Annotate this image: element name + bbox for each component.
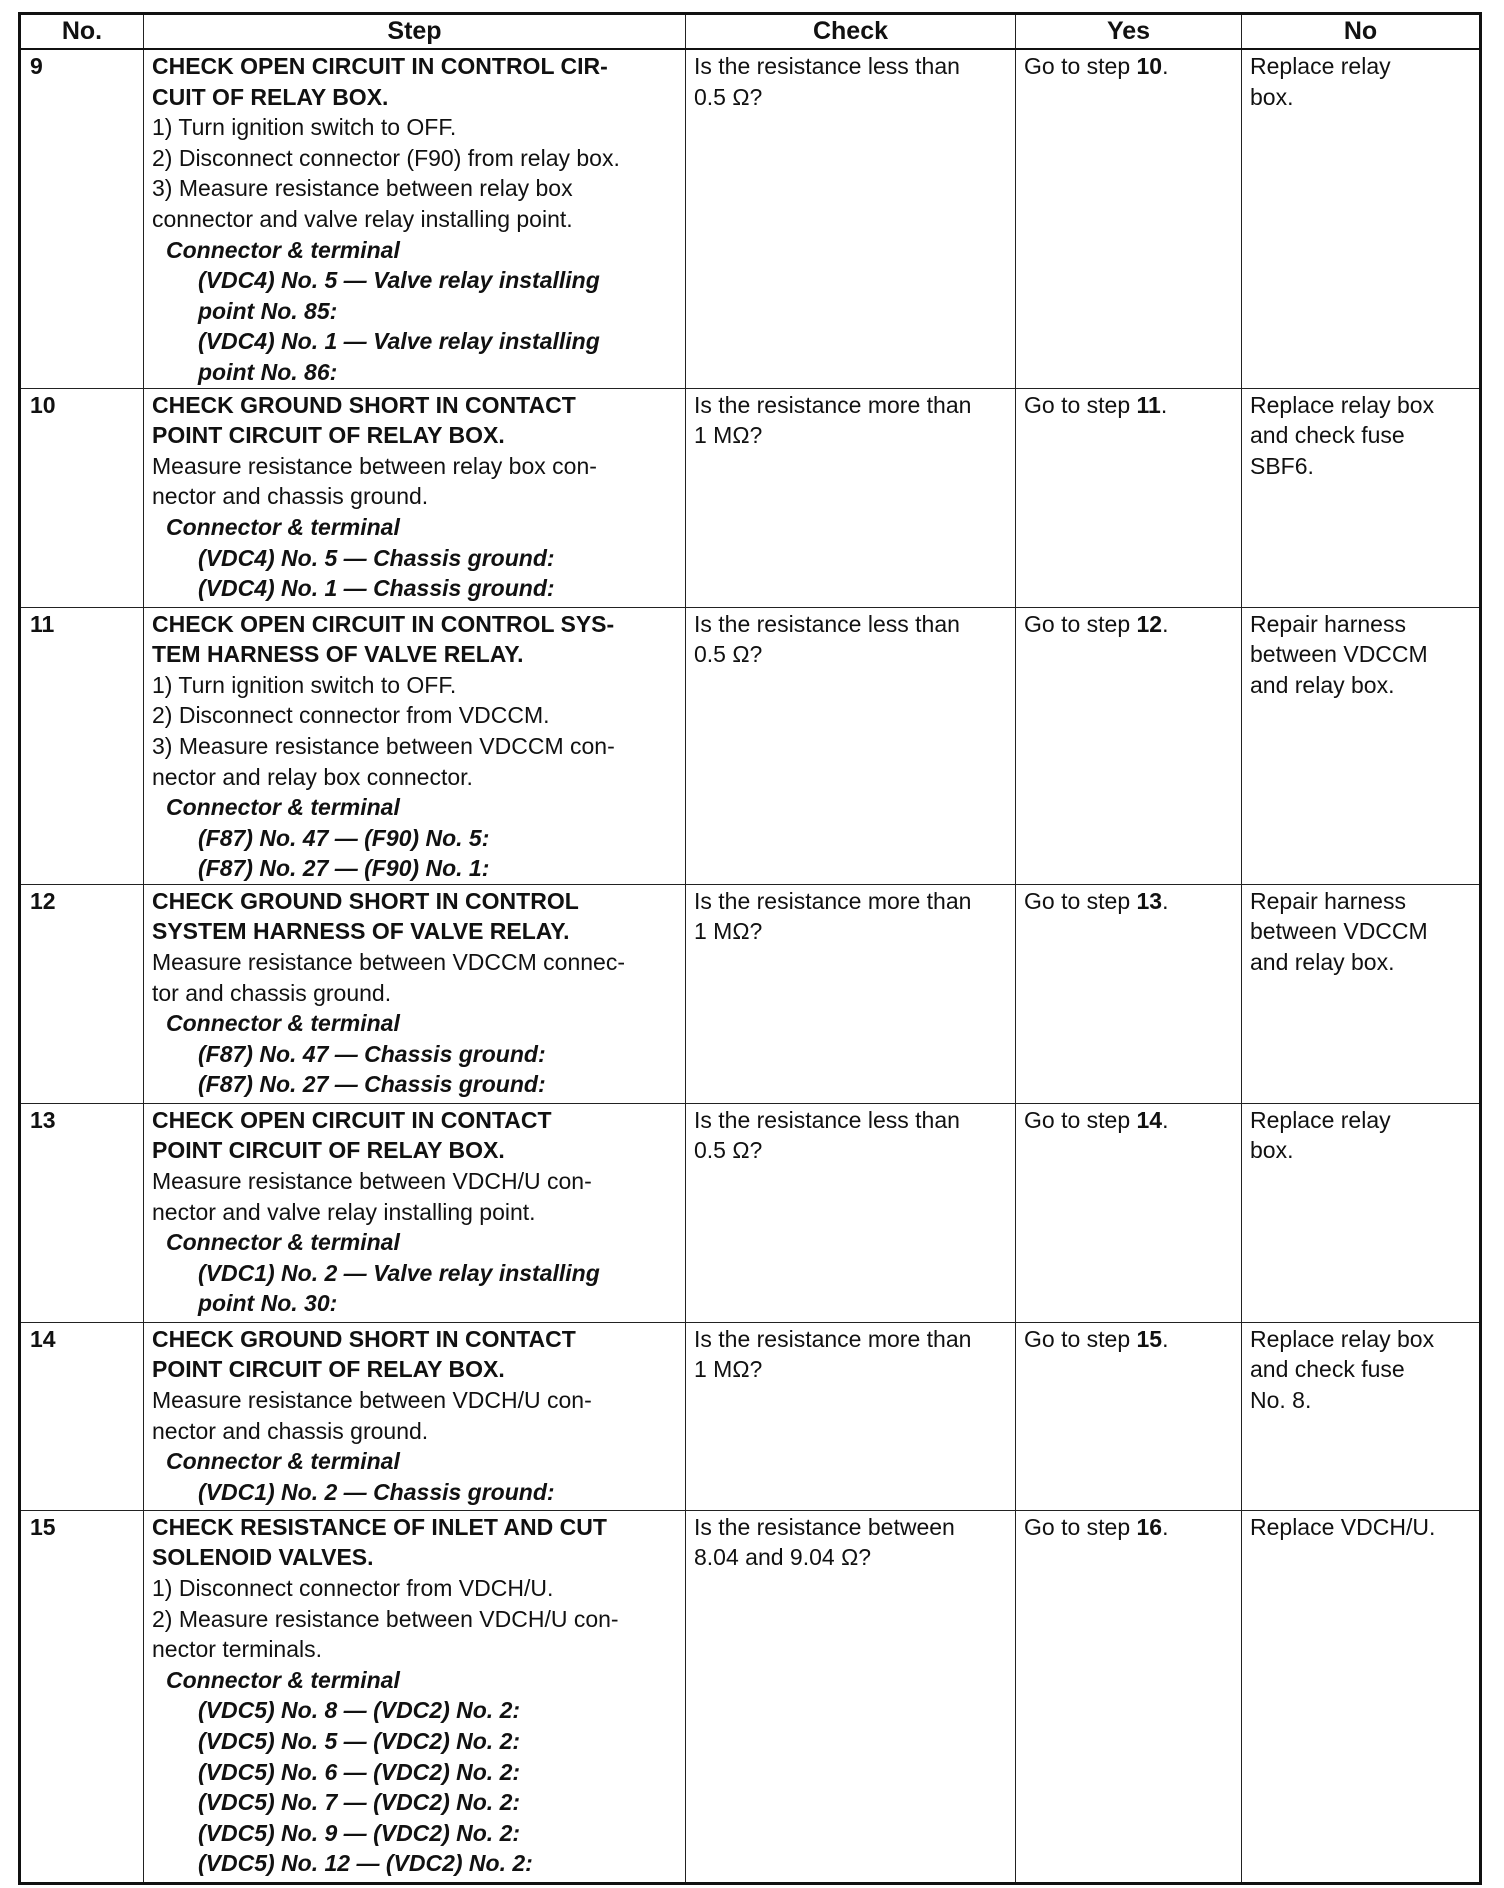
step-title-line: CHECK GROUND SHORT IN CONTACT [152, 391, 576, 418]
step-title-line: CHECK OPEN CIRCUIT IN CONTROL SYS- [152, 610, 615, 637]
yes-prefix: Go to step [1024, 887, 1137, 914]
step-instruction-line: 1) Disconnect connector from VDCH/U. [152, 1575, 554, 1602]
connector-terminal-line: (VDC5) No. 8 — (VDC2) No. 2: [198, 1697, 521, 1724]
connector-terminal-line: (F87) No. 47 — Chassis ground: [198, 1040, 546, 1067]
diagnostic-table [18, 12, 1482, 1885]
connector-heading: Connector & terminal [166, 794, 400, 821]
step-instruction-line: nector terminals. [152, 1636, 323, 1663]
no-action-line: and relay box. [1250, 671, 1395, 698]
yes-step-number: 14 [1136, 1106, 1163, 1133]
connector-terminal-line: (VDC4) No. 1 — Chassis ground: [198, 575, 555, 602]
step-title-line: CUIT OF RELAY BOX. [152, 83, 389, 110]
header-no-action: No [1242, 14, 1481, 50]
step-number: 15 [20, 1510, 144, 1883]
yes-prefix: Go to step [1024, 610, 1137, 637]
check-cell [686, 49, 1016, 388]
step-instruction-line: 2) Disconnect connector from VDCCM. [152, 702, 550, 729]
step-cell [144, 49, 686, 388]
yes-prefix: Go to step [1024, 53, 1137, 79]
connector-terminal-line: point No. 30: [198, 1290, 338, 1317]
connector-terminal-line: (F87) No. 47 — (F90) No. 5: [198, 824, 490, 851]
step-title-line: CHECK OPEN CIRCUIT IN CONTACT [152, 1106, 552, 1133]
no-action-line: Replace relay box [1250, 1325, 1435, 1352]
check-cell [686, 1322, 1016, 1510]
yes-suffix: . [1162, 1325, 1169, 1352]
check-question-line: Is the resistance less than [694, 610, 960, 637]
connector-heading: Connector & terminal [166, 236, 400, 263]
step-instruction-line: 3) Measure resistance between relay box [152, 175, 573, 202]
yes-suffix: . [1160, 391, 1168, 418]
connector-heading: Connector & terminal [166, 1448, 400, 1475]
step-title-line: CHECK GROUND SHORT IN CONTACT [152, 1325, 576, 1352]
connector-terminal-line: (F87) No. 27 — Chassis ground: [198, 1071, 546, 1098]
header-check: Check [686, 14, 1016, 50]
no-action-line: between VDCCM [1250, 918, 1428, 945]
step-number: 10 [20, 388, 144, 607]
connector-terminal-line: (VDC5) No. 7 — (VDC2) No. 2: [198, 1789, 521, 1816]
step-instruction-line: tor and chassis ground. [152, 979, 392, 1006]
yes-cell [1016, 388, 1242, 607]
connector-terminal-line: (VDC5) No. 12 — (VDC2) No. 2: [198, 1850, 533, 1877]
table-row [20, 884, 1481, 1103]
check-question-line: Is the resistance between [694, 1513, 955, 1540]
step-instruction-line: nector and chassis ground. [152, 483, 429, 510]
check-cell [686, 1103, 1016, 1322]
no-cell [1242, 884, 1481, 1103]
check-question-line: Is the resistance less than [694, 1106, 960, 1133]
table-row [20, 1103, 1481, 1322]
connector-terminal-line: (VDC1) No. 2 — Valve relay installing [198, 1259, 600, 1286]
no-action-line: and check fuse [1250, 1356, 1405, 1383]
check-question-line: 1 MΩ? [694, 918, 763, 945]
connector-heading: Connector & terminal [166, 1666, 400, 1693]
check-question-line: 8.04 and 9.04 Ω? [694, 1544, 872, 1571]
check-question-line: Is the resistance more than [694, 1325, 972, 1352]
no-action-line: Replace VDCH/U. [1250, 1513, 1436, 1540]
table-row [20, 49, 1481, 388]
no-cell [1242, 1103, 1481, 1322]
header-no: No. [20, 14, 144, 50]
step-cell [144, 388, 686, 607]
yes-cell [1016, 1103, 1242, 1322]
step-instruction-line: Measure resistance between VDCCM connec- [152, 949, 625, 976]
no-action-line: Replace relay [1250, 53, 1391, 79]
step-number: 12 [20, 884, 144, 1103]
step-cell [144, 884, 686, 1103]
step-number: 9 [20, 49, 144, 388]
connector-terminal-line: (VDC5) No. 9 — (VDC2) No. 2: [198, 1819, 521, 1846]
check-question-line: 0.5 Ω? [694, 641, 763, 668]
yes-suffix: . [1162, 610, 1169, 637]
no-action-line: Repair harness [1250, 610, 1406, 637]
connector-terminal-line: (VDC5) No. 6 — (VDC2) No. 2: [198, 1758, 521, 1785]
check-question-line: 1 MΩ? [694, 1356, 763, 1383]
header-step: Step [144, 14, 686, 50]
step-title-line: POINT CIRCUIT OF RELAY BOX. [152, 422, 505, 449]
step-number: 11 [20, 607, 144, 884]
check-cell [686, 388, 1016, 607]
step-instruction-line: nector and valve relay installing point. [152, 1198, 536, 1225]
connector-terminal-line: (VDC4) No. 5 — Valve relay installing [198, 267, 600, 294]
no-action-line: Replace relay box [1250, 391, 1435, 418]
check-cell [686, 884, 1016, 1103]
connector-heading: Connector & terminal [166, 513, 400, 540]
no-cell [1242, 49, 1481, 388]
header-yes: Yes [1016, 14, 1242, 50]
step-number: 14 [20, 1322, 144, 1510]
connector-terminal-line: (VDC1) No. 2 — Chassis ground: [198, 1478, 555, 1505]
check-question-line: Is the resistance more than [694, 887, 972, 914]
yes-prefix: Go to step [1024, 391, 1137, 418]
no-action-line: box. [1250, 83, 1294, 110]
step-instruction-line: Measure resistance between VDCH/U con- [152, 1387, 592, 1414]
yes-prefix: Go to step [1024, 1106, 1137, 1133]
step-cell [144, 1322, 686, 1510]
step-title-line: POINT CIRCUIT OF RELAY BOX. [152, 1137, 505, 1164]
yes-cell [1016, 49, 1242, 388]
connector-terminal-line: point No. 86: [198, 358, 338, 385]
no-cell [1242, 607, 1481, 884]
no-action-line: box. [1250, 1137, 1294, 1164]
connector-terminal-line: (F87) No. 27 — (F90) No. 1: [198, 855, 490, 882]
yes-prefix: Go to step [1024, 1325, 1137, 1352]
step-instruction-line: Measure resistance between VDCH/U con- [152, 1168, 592, 1195]
header-row [20, 14, 1481, 50]
yes-prefix: Go to step [1024, 1513, 1137, 1540]
check-question-line: 1 MΩ? [694, 422, 763, 449]
yes-suffix: . [1162, 1513, 1169, 1540]
connector-heading: Connector & terminal [166, 1010, 400, 1037]
check-question-line: Is the resistance less than [694, 53, 960, 79]
no-action-line: Replace relay [1250, 1106, 1391, 1133]
step-instruction-line: nector and relay box connector. [152, 763, 473, 790]
step-title-line: CHECK OPEN CIRCUIT IN CONTROL CIR- [152, 53, 608, 79]
yes-step-number: 10 [1136, 53, 1163, 79]
step-instruction-line: Measure resistance between relay box con- [152, 452, 597, 479]
no-cell [1242, 1322, 1481, 1510]
step-cell [144, 1510, 686, 1883]
no-action-line: and relay box. [1250, 949, 1395, 976]
yes-suffix: . [1162, 1106, 1169, 1133]
table-row [20, 1510, 1481, 1883]
check-question-line: 0.5 Ω? [694, 1137, 763, 1164]
yes-cell [1016, 607, 1242, 884]
connector-terminal-line: (VDC5) No. 5 — (VDC2) No. 2: [198, 1728, 521, 1755]
step-cell [144, 1103, 686, 1322]
no-action-line: No. 8. [1250, 1387, 1312, 1414]
step-instruction-line: 1) Turn ignition switch to OFF. [152, 671, 457, 698]
table-row [20, 607, 1481, 884]
connector-terminal-line: (VDC4) No. 5 — Chassis ground: [198, 544, 555, 571]
step-instruction-line: nector and chassis ground. [152, 1417, 429, 1444]
yes-step-number: 13 [1136, 887, 1163, 914]
check-question-line: 0.5 Ω? [694, 83, 763, 110]
no-action-line: SBF6. [1250, 452, 1314, 479]
yes-suffix: . [1162, 887, 1169, 914]
step-cell [144, 607, 686, 884]
yes-cell [1016, 1510, 1242, 1883]
yes-step-number: 11 [1136, 391, 1161, 418]
step-number: 13 [20, 1103, 144, 1322]
no-action-line: Repair harness [1250, 887, 1406, 914]
connector-terminal-line: point No. 85: [198, 297, 338, 324]
yes-suffix: . [1162, 53, 1169, 79]
step-instruction-line: connector and valve relay installing point. [152, 205, 573, 232]
table-row [20, 1322, 1481, 1510]
check-question-line: Is the resistance more than [694, 391, 972, 418]
table-row [20, 388, 1481, 607]
step-title-line: TEM HARNESS OF VALVE RELAY. [152, 641, 524, 668]
step-title-line: SOLENOID VALVES. [152, 1544, 374, 1571]
step-title-line: CHECK GROUND SHORT IN CONTROL [152, 887, 579, 914]
no-action-line: between VDCCM [1250, 641, 1428, 668]
step-instruction-line: 2) Disconnect connector (F90) from relay box. [152, 144, 620, 171]
yes-step-number: 15 [1136, 1325, 1163, 1352]
yes-step-number: 16 [1136, 1513, 1163, 1540]
connector-terminal-line: (VDC4) No. 1 — Valve relay installing [198, 328, 600, 355]
step-instruction-line: 3) Measure resistance between VDCCM con- [152, 732, 615, 759]
yes-cell [1016, 1322, 1242, 1510]
step-instruction-line: 1) Turn ignition switch to OFF. [152, 114, 457, 141]
connector-heading: Connector & terminal [166, 1229, 400, 1256]
no-cell [1242, 388, 1481, 607]
check-cell [686, 607, 1016, 884]
step-title-line: SYSTEM HARNESS OF VALVE RELAY. [152, 918, 570, 945]
no-action-line: and check fuse [1250, 422, 1405, 449]
step-instruction-line: 2) Measure resistance between VDCH/U con- [152, 1605, 619, 1632]
step-title-line: POINT CIRCUIT OF RELAY BOX. [152, 1356, 505, 1383]
check-cell [686, 1510, 1016, 1883]
no-cell [1242, 1510, 1481, 1883]
yes-cell [1016, 884, 1242, 1103]
yes-step-number: 12 [1136, 610, 1163, 637]
step-title-line: CHECK RESISTANCE OF INLET AND CUT [152, 1513, 607, 1540]
